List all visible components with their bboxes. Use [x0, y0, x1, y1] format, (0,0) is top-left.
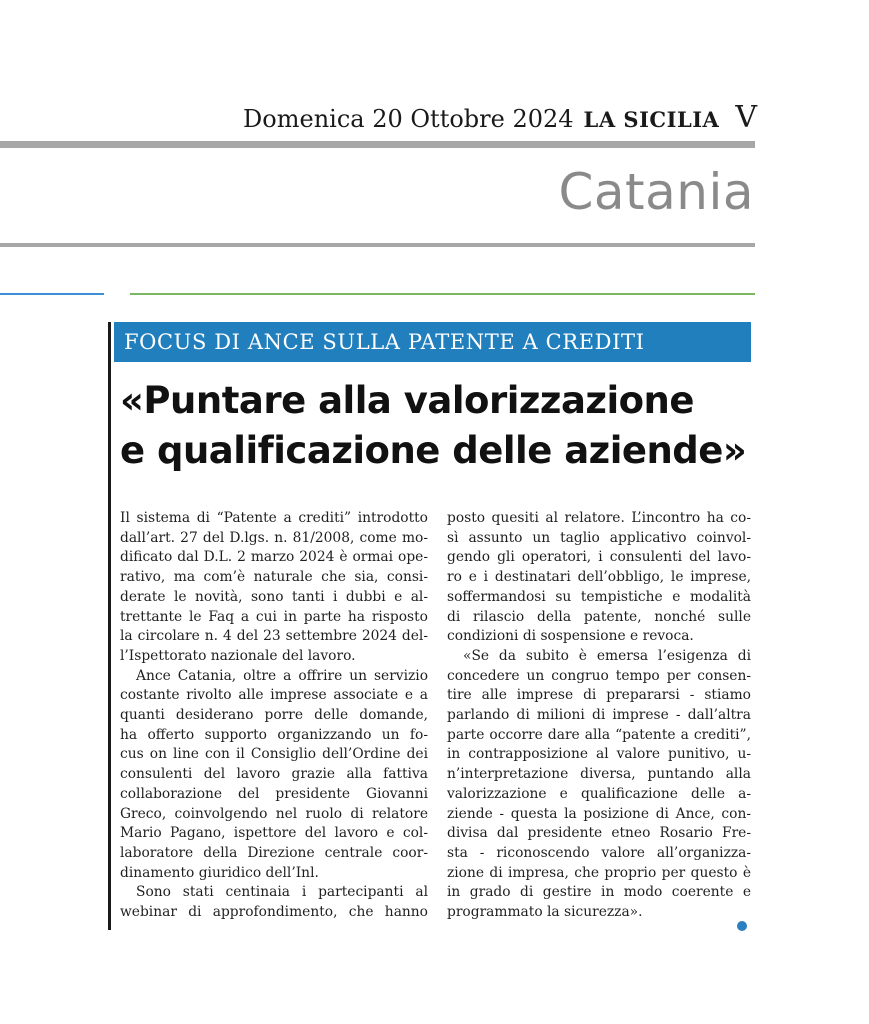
body-line: Greco, coinvolgendo nel ruolo di relatore: [120, 805, 428, 822]
page-number: V: [735, 100, 757, 135]
body-line: cus on line con il Consiglio dell’Ordine dei: [120, 746, 428, 763]
body-line: sta - riconoscendo valore all’organizza-: [447, 844, 751, 861]
body-line: Mario Pagano, ispettore del lavoro e col-: [120, 825, 428, 842]
body-line: sì assunto un taglio applicativo coinvol-: [447, 529, 751, 546]
article-column-right: [447, 509, 751, 923]
body-line: gendo gli operatori, i consulenti del lavo-: [447, 549, 751, 566]
body-line: zione di impresa, che proprio per questo è: [447, 864, 751, 881]
body-line: laboratore della Direzione centrale coor-: [120, 844, 428, 861]
issue-date: Domenica 20 Ottobre 2024: [243, 105, 574, 133]
headline-line: e qualificazione delle aziende»: [120, 429, 747, 472]
body-line: divisa dal presidente etneo Rosario Fre-: [447, 825, 751, 842]
body-line: «Se da subito è emersa l’esigenza di: [463, 647, 751, 664]
body-line: collaborazione del presidente Giovanni: [120, 785, 428, 802]
divider-green: [130, 293, 755, 295]
body-line: Sono stati centinaia i partecipanti al: [136, 884, 428, 901]
article-column-left: [120, 509, 428, 923]
newspaper-name: LA SICILIA: [583, 107, 720, 132]
body-line: Ance Catania, oltre a offrire un servizio: [136, 667, 428, 684]
body-line: trettante le Faq a cui in parte ha risposto: [120, 608, 428, 625]
article-headline: [120, 376, 770, 476]
headline-line: «Puntare alla valorizzazione: [120, 379, 694, 422]
divider-blue: [0, 293, 104, 295]
body-line: in grado di gestire in modo coerente e: [447, 884, 751, 901]
header-rule: [0, 141, 755, 148]
body-line: condizioni di sospensione e revoca.: [447, 628, 694, 645]
body-line: posto quesiti al relatore. L’incontro ha co-: [447, 510, 751, 526]
body-line: soffermandosi su tempistiche e modalità: [447, 588, 751, 605]
article-kicker: [114, 322, 751, 362]
body-line: ziende - questa la posizione di Ance, con-: [447, 805, 751, 822]
body-line: l’Ispettorato nazionale del lavoro.: [120, 647, 356, 664]
section-title: Catania: [558, 163, 754, 221]
body-line: rativo, ma com’è naturale che sia, consi-: [120, 569, 428, 586]
body-line: costante rivolto alle imprese associate e a: [120, 687, 428, 704]
body-line: valorizzazione e qualificazione delle a-: [447, 785, 751, 802]
body-line: tire alle imprese di prepararsi - stiamo: [447, 687, 751, 704]
kicker-text: FOCUS DI ANCE SULLA PATENTE A CREDITI: [124, 330, 645, 354]
body-line: concedere un congruo tempo per consen-: [447, 667, 751, 684]
body-line: la circolare n. 4 del 23 settembre 2024 del-: [120, 628, 428, 645]
body-line: Il sistema di “Patente a crediti” introdotto: [120, 510, 428, 526]
body-line: dinamento giuridico dell’Inl.: [120, 864, 319, 881]
article-side-bar: [108, 322, 111, 930]
body-line: ro e i destinatari dell’obbligo, le imprese,: [447, 569, 751, 586]
body-line: di rilascio della patente, nonché sulle: [447, 608, 751, 625]
body-line: parte occorre dare alla “patente a crediti”,: [447, 726, 751, 743]
section-rule: [0, 243, 755, 247]
body-line: n’interpretazione diversa, puntando alla: [447, 766, 751, 783]
article-end-marker: [737, 921, 747, 931]
body-line: consulenti del lavoro grazie alla fattiva: [120, 766, 428, 783]
body-line: in contrapposizione al valore punitivo, u-: [447, 746, 751, 763]
masthead: [243, 100, 757, 140]
body-line: programmato la sicurezza».: [447, 904, 643, 921]
body-line: webinar di approfondimento, che hanno: [120, 904, 428, 921]
body-line: ha offerto supporto organizzando un fo-: [120, 726, 428, 743]
body-line: dificato dal D.L. 2 marzo 2024 è ormai ope-: [120, 549, 428, 566]
body-line: derate le novità, sono tanti i dubbi e al-: [120, 588, 428, 605]
body-line: parlando di milioni di imprese - dall’altra: [447, 707, 751, 724]
body-line: quanti desiderano porre delle domande,: [120, 707, 428, 724]
body-line: dall’art. 27 del D.lgs. n. 81/2008, come mo-: [120, 529, 428, 546]
